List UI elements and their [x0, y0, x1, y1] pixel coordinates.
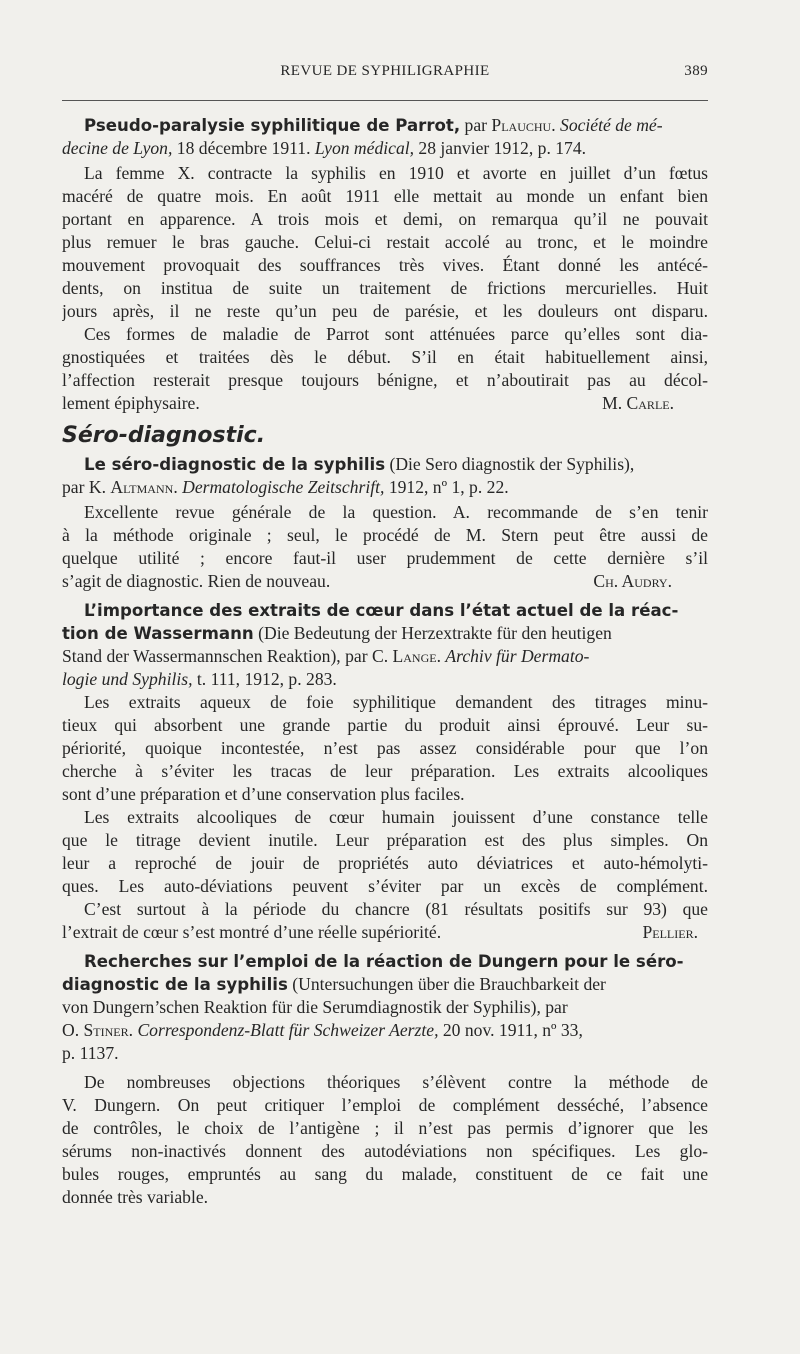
- body-line: plus remuer le bras gauche. Celui-ci restait accolé au tronc, et le moindre: [62, 232, 708, 252]
- article-parrot: [62, 114, 708, 415]
- article-heading: [62, 950, 708, 973]
- article-title: Pseudo-paralysie syphilitique de Parrot,: [84, 116, 461, 135]
- body-text: l’extrait de cœur s’est montré d’une réelle supériorité.: [62, 922, 442, 942]
- article-lange: [62, 599, 708, 944]
- signature: Pellier.: [642, 922, 698, 942]
- body-line-with-signature: [62, 921, 708, 944]
- article-heading-cont: [62, 622, 708, 645]
- journal-title: REVUE DE SYPHILIGRAPHIE: [280, 63, 490, 79]
- body-line: portant en apparence. A trois mois et demi, on remarqua qu’il ne pouvait: [62, 209, 708, 229]
- heading-text: .: [128, 1020, 138, 1040]
- heading-text: .: [173, 477, 183, 497]
- article-heading-cont: von Dungern’schen Reaktion für die Serumdiagnostik der Syphilis), par: [62, 997, 568, 1017]
- article-title: tion de Wassermann: [62, 624, 254, 643]
- body-line: macéré de quatre mois. En août 1911 elle mettait au monde un enfant bien: [62, 186, 708, 206]
- article-stiner: [62, 950, 708, 1209]
- source-name: Lyon médical,: [314, 138, 415, 158]
- body-line: bules rouges, empruntés au sang du malade, constituent de ce fait une: [62, 1164, 708, 1184]
- heading-text: (Die Bedeutung der Herzextrakte für den heutigen: [253, 623, 612, 643]
- body-line: sont d’une préparation et d’une conservation plus faciles.: [62, 784, 465, 804]
- heading-text: 1912, nº 1, p. 22.: [384, 477, 509, 497]
- body-line: mouvement provoquait des souffrances très vives. Étant donné les antécé-: [62, 255, 708, 275]
- source-name: logie und Syphilis,: [62, 669, 193, 689]
- source-name: Dermatologische Zeitschrift,: [182, 477, 385, 497]
- body-line: La femme X. contracte la syphilis en 1910 et avorte en juillet d’un fœtus: [84, 163, 708, 183]
- body-line: tieux qui absorbent une grande partie du produit ainsi éprouvé. Leur su-: [62, 715, 708, 735]
- body-line: leur a reproché de jouir de propriétés auto déviatrices et auto-hémolyti-: [62, 853, 708, 873]
- body-line: périorité, quoique incontestée, n’est pas assez considérable pour que l’on: [62, 738, 708, 758]
- body-line: quelque utilité ; encore faut-il user prudemment de cette dernière s’il: [62, 548, 708, 568]
- heading-text: O.: [62, 1020, 84, 1040]
- body-line: dents, on institua de suite un traitement de frictions mercurielles. Huit: [62, 278, 708, 298]
- running-head: [62, 63, 708, 83]
- page-number: 389: [684, 63, 708, 79]
- signature: M. Carle.: [602, 393, 674, 413]
- article-heading-cont: [62, 1019, 708, 1042]
- heading-text: .: [551, 115, 561, 135]
- heading-text: t. 111, 1912, p. 283.: [192, 669, 337, 689]
- article-title: L’importance des extraits de cœur dans l’état actuel de la réac-: [84, 601, 679, 620]
- article-heading-cont: [62, 973, 708, 996]
- body-line: Excellente revue générale de la question. A. recommande de s’en tenir: [84, 502, 708, 522]
- body-line: V. Dungern. On peut critiquer l’emploi de complément desséché, l’absence: [62, 1095, 708, 1115]
- source-name: decine de Lyon,: [62, 138, 173, 158]
- body-line: cherche à s’éviter les tracas de leur préparation. Les extraits alcooliques: [62, 761, 708, 781]
- author-name: Lange: [392, 646, 437, 666]
- article-title: Le séro-diagnostic de la syphilis: [84, 455, 386, 474]
- body-line-with-signature: [62, 392, 708, 415]
- source-name: Société de mé-: [560, 115, 663, 135]
- body-line: à la méthode originale ; seul, le procédé de M. Stern peut être aussi de: [62, 525, 708, 545]
- body-text: lement épiphysaire.: [62, 393, 200, 413]
- body-line: jours après, il ne reste qu’un peu de parésie, et les douleurs ont disparu.: [62, 301, 708, 321]
- heading-text: Stand der Wassermannschen Reaktion), par C.: [62, 646, 393, 666]
- article-title: Recherches sur l’emploi de la réaction de Dungern pour le séro-: [84, 952, 684, 971]
- heading-text: (Untersuchungen über die Brauchbarkeit der: [287, 974, 606, 994]
- heading-text: 28 janvier 1912, p. 174.: [414, 138, 587, 158]
- article-title: diagnostic de la syphilis: [62, 975, 288, 994]
- article-altmann: [62, 453, 708, 593]
- heading-text: 18 décembre 1911.: [172, 138, 315, 158]
- article-heading: [62, 453, 708, 476]
- article-heading: [62, 599, 708, 622]
- body-line: que le titrage devient inutile. Leur préparation est des plus simples. On: [62, 830, 708, 850]
- body-line: de contrôles, le choix de l’antigène ; il n’est pas permis d’ignorer que les: [62, 1118, 708, 1138]
- author-name: Stiner: [83, 1020, 129, 1040]
- author-name: Altmann: [110, 477, 174, 497]
- heading-text: par: [460, 115, 492, 135]
- signature: Ch. Audry.: [593, 571, 672, 591]
- body-line-with-signature: [62, 570, 708, 593]
- header-rule: [62, 100, 708, 101]
- author-name: Plauchu: [491, 115, 552, 135]
- body-line: gnostiquées et traitées dès le début. S’il en était habituellement ainsi,: [62, 347, 708, 367]
- heading-text: 20 nov. 1911, nº 33,: [438, 1020, 583, 1040]
- article-heading-cont: p. 1137.: [62, 1043, 119, 1063]
- body-line: Ces formes de maladie de Parrot sont atténuées parce qu’elles sont dia-: [84, 324, 708, 344]
- heading-text: par K.: [62, 477, 111, 497]
- body-line: Les extraits aqueux de foie syphilitique demandent des titrages minu-: [84, 692, 708, 712]
- article-heading: [62, 114, 708, 137]
- article-heading-cont: [62, 137, 708, 160]
- heading-text: .: [436, 646, 446, 666]
- source-name: Archiv für Dermato-: [445, 646, 590, 666]
- heading-text: (Die Sero diagnostik der Syphilis),: [385, 454, 635, 474]
- body-line: sérums non-inactivés donnent des autodéviations non spécifiques. Les glo-: [62, 1141, 708, 1161]
- body-line: De nombreuses objections théoriques s’élèvent contre la méthode de: [84, 1072, 708, 1092]
- body-text: s’agit de diagnostic. Rien de nouveau.: [62, 571, 331, 591]
- page-body: [62, 114, 708, 1209]
- source-name: Correspondenz-Blatt für Schweizer Aerzte,: [137, 1020, 439, 1040]
- body-line: donnée très variable.: [62, 1187, 209, 1207]
- article-heading-cont: [62, 476, 708, 499]
- article-heading-cont: [62, 668, 708, 691]
- body-line: C’est surtout à la période du chancre (81 résultats positifs sur 93) que: [84, 899, 708, 919]
- body-line: Les extraits alcooliques de cœur humain jouissent d’une constance telle: [84, 807, 708, 827]
- article-heading-cont: [62, 645, 708, 668]
- body-line: ques. Les auto-déviations peuvent s’éviter par un excès de complément.: [62, 876, 708, 896]
- section-heading: Séro-diagnostic.: [62, 423, 266, 448]
- body-line: l’affection resterait presque toujours bénigne, et n’aboutirait pas au décol-: [62, 370, 708, 390]
